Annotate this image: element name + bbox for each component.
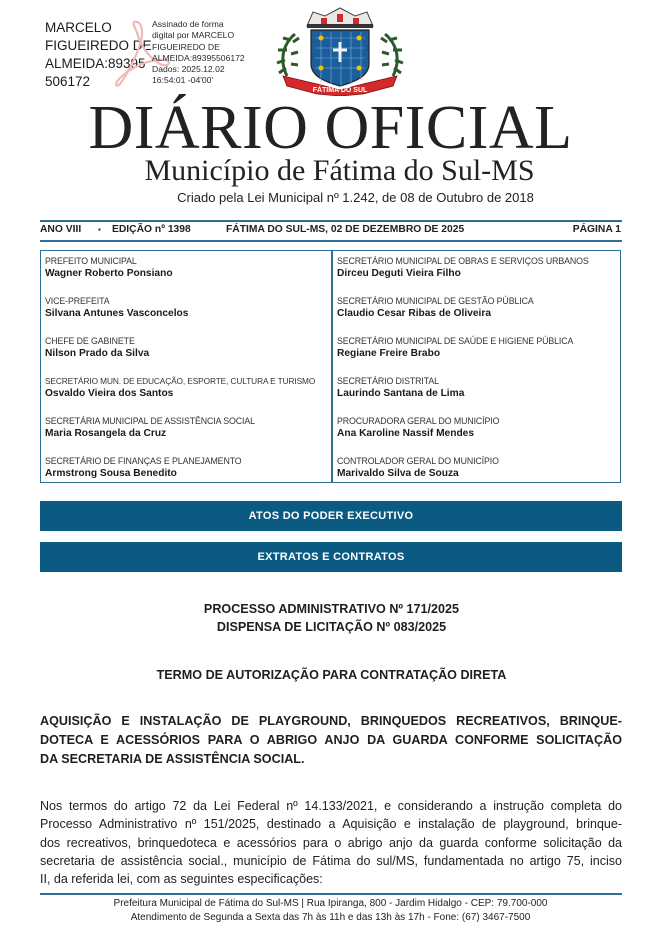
waiver-number: DISPENSA DE LICITAÇÃO Nº 083/2025 — [216, 620, 447, 634]
signature-detail-line: digital por MARCELO — [152, 30, 235, 41]
edition-bar — [40, 223, 622, 239]
page-title: DIÁRIO OFICIAL — [88, 94, 573, 162]
paragraph-line: Nos termos do artigo 72 da Lei Federal nº 14.133/2021, e considerando a instrução completa do — [40, 799, 622, 813]
coat-of-arms-icon — [265, 4, 415, 96]
official-entry — [337, 256, 622, 296]
section-banner-executive: ATOS DO PODER EXECUTIVO — [40, 501, 622, 531]
official-entry — [337, 416, 622, 456]
footer-hours: Atendimento de Segunda a Sexta das 7h às 11h e das 13h às 17h - Fone: (67) 3467-7500 — [130, 912, 531, 923]
signature-detail-line: Dados: 2025.12.02 — [152, 64, 225, 75]
official-name: Silvana Antunes Vasconcelos — [45, 308, 189, 319]
official-entry — [45, 456, 330, 496]
official-name: Claudio Cesar Ribas de Oliveira — [337, 308, 492, 319]
signature-detail-line: 16:54:01 -04'00' — [152, 75, 214, 86]
official-name: Laurindo Santana de Lima — [337, 388, 465, 399]
officials-left-column — [45, 256, 330, 496]
official-name: Dirceu Deguti Vieira Filho — [337, 268, 461, 279]
officials-box — [40, 250, 621, 483]
official-role: CHEFE DE GABINETE — [45, 336, 135, 346]
divider — [40, 240, 622, 242]
official-role: SECRETÁRIO MUNICIPAL DE OBRAS E SERVIÇOS URBANOS — [337, 256, 589, 266]
official-role: PREFEITO MUNICIPAL — [45, 256, 137, 266]
official-role: PROCURADORA GERAL DO MUNICÍPIO — [337, 416, 500, 426]
official-name: Osvaldo Vieira dos Santos — [45, 388, 174, 399]
column-divider — [331, 251, 333, 482]
creation-law: Criado pela Lei Municipal nº 1.242, de 08 de Outubro de 2018 — [177, 190, 534, 205]
official-name: Maria Rosangela da Cruz — [45, 428, 167, 439]
bullet-separator: ▪ — [98, 225, 101, 234]
official-role: SECRETÁRIA MUNICIPAL DE ASSISTÊNCIA SOCIAL — [45, 416, 255, 426]
paragraph-line: dos recreativos, brinquedoteca e acessórios para o abrigo anjo da guarda conforme solicitação da — [40, 835, 622, 850]
official-role: SECRETÁRIO DISTRITAL — [337, 376, 439, 386]
object-line: DOTECA E ACESSÓRIOS PARA O ABRIGO ANJO DA GUARDA CONFORME SOLICITAÇÃO — [40, 733, 622, 747]
signature-detail-line: FIGUEIREDO DE — [152, 41, 220, 52]
official-entry — [45, 416, 330, 456]
official-entry — [337, 376, 622, 416]
divider — [40, 220, 622, 222]
official-role: SECRETÁRIO MUN. DE EDUCAÇÃO, ESPORTE, CULTURA E TURISMO — [45, 376, 316, 386]
officials-right-column — [337, 256, 622, 496]
official-role: SECRETÁRIO MUNICIPAL DE GESTÃO PÚBLICA — [337, 296, 534, 306]
footer-divider — [40, 893, 622, 895]
signer-name-line: ALMEIDA:89395 — [45, 56, 146, 71]
signer-name-line: FIGUEIREDO DE — [45, 38, 152, 53]
footer-address: Prefeitura Municipal de Fátima do Sul-MS | Rua Ipiranga, 800 - Jardim Hidalgo - CEP: 79.700-000 — [113, 898, 548, 909]
act-body-paragraph — [40, 797, 622, 888]
official-entry — [45, 256, 330, 296]
official-entry — [337, 296, 622, 336]
paragraph-line: II, da referida lei, com as seguintes especificações: — [40, 872, 323, 887]
official-entry — [45, 296, 330, 336]
edition-place-date: FÁTIMA DO SUL-MS, 02 DE DEZEMBRO DE 2025 — [226, 224, 465, 235]
official-name: Ana Karoline Nassif Mendes — [337, 428, 475, 439]
edition-number: EDIÇÃO nº 1398 — [112, 224, 191, 235]
official-role: SECRETÁRIO DE FINANÇAS E PLANEJAMENTO — [45, 456, 242, 466]
object-line: AQUISIÇÃO E INSTALAÇÃO DE PLAYGROUND, BRINQUEDOS RECREATIVOS, BRINQUE- — [40, 714, 622, 728]
signature-details — [152, 19, 245, 87]
signer-name-line: 506172 — [45, 74, 91, 89]
paragraph-line: Processo Administrativo nº 151/2025, destinado a Aquisição e instalação de playground, brinque- — [40, 817, 622, 832]
act-object — [40, 712, 622, 769]
paragraph-line: secretaria de assistência social., município de Fátima do sul/MS, fundamentada no artigo 75, inciso — [40, 853, 622, 868]
signature-detail-line: ALMEIDA:89395506172 — [152, 52, 245, 63]
official-entry — [337, 336, 622, 376]
official-name: Wagner Roberto Ponsiano — [45, 268, 173, 279]
process-number: PROCESSO ADMINISTRATIVO Nº 171/2025 — [203, 602, 460, 616]
official-name: Regiane Freire Brabo — [337, 348, 441, 359]
section-banner-contracts: EXTRATOS E CONTRATOS — [40, 542, 622, 572]
page-number: PÁGINA 1 — [572, 224, 621, 235]
object-line: DA SECRETARIA DE ASSISTÊNCIA SOCIAL. — [40, 752, 305, 766]
crest-ribbon-text: FÁTIMA DO SUL — [312, 87, 368, 94]
official-name: Armstrong Sousa Benedito — [45, 468, 177, 479]
official-name: Marivaldo Silva de Souza — [337, 468, 459, 479]
page-subtitle: Município de Fátima do Sul-MS — [144, 154, 535, 187]
page-footer — [0, 897, 661, 925]
official-role: SECRETÁRIO MUNICIPAL DE SAÚDE E HIGIENE PÚBLICA — [337, 336, 574, 346]
official-role: CONTROLADOR GERAL DO MUNICÍPIO — [337, 456, 499, 466]
official-name: Nilson Prado da Silva — [45, 348, 150, 359]
signature-detail-line: Assinado de forma — [152, 19, 224, 29]
official-entry — [45, 336, 330, 376]
official-role: VICE-PREFEITA — [45, 296, 110, 306]
edition-year: ANO VIII — [40, 224, 82, 235]
official-entry — [337, 456, 622, 496]
official-entry — [45, 376, 330, 416]
term-title: TERMO DE AUTORIZAÇÃO PARA CONTRATAÇÃO DIRETA — [156, 668, 507, 682]
signer-name-line: MARCELO — [45, 20, 112, 35]
